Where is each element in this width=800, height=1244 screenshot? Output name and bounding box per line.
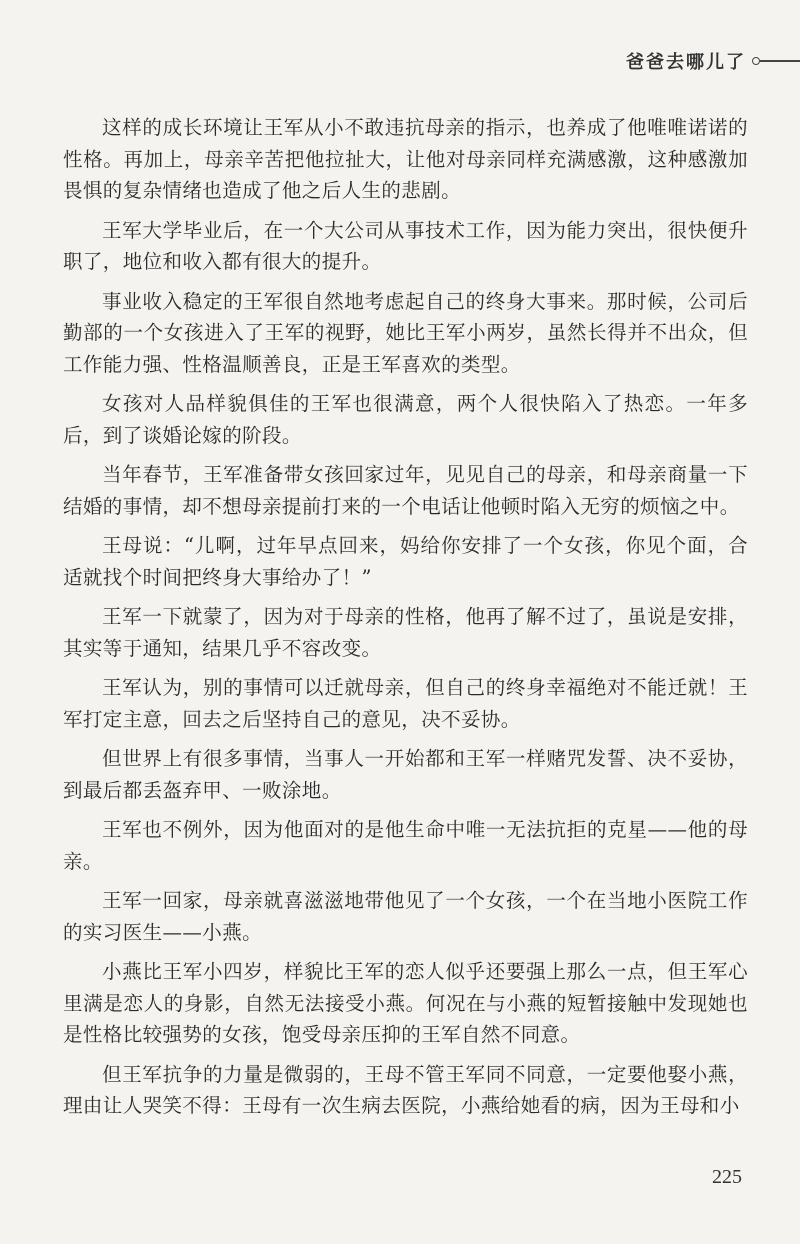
paragraph: 但王军抗争的力量是微弱的，王母不管王军同不同意，一定要他娶小燕，理由让人哭笑不得：王母有一次生病去医院，小燕给她看的病，因为王母和小 bbox=[63, 1062, 748, 1117]
header-ornament-circle-icon bbox=[752, 57, 760, 65]
running-header-title: 爸爸去哪儿了 bbox=[626, 52, 746, 73]
paragraph: 王军也不例外，因为他面对的是他生命中唯一无法抗拒的克星——他的母亲。 bbox=[63, 818, 748, 873]
paragraph: 当年春节，王军准备带女孩回家过年，见见自己的母亲，和母亲商量一下结婚的事情，却不想母亲提前打来的一个电话让他顿时陷入无穷的烦恼之中。 bbox=[63, 463, 748, 518]
running-header bbox=[626, 46, 800, 76]
paragraph: 王军一回家，母亲就喜滋滋地带他见了一个女孩，一个在当地小医院工作的实习医生——小燕。 bbox=[63, 889, 748, 944]
paragraph: 王军认为，别的事情可以迁就母亲，但自己的终身幸福绝对不能迁就！王军打定主意，回去之后坚持自己的意见，决不妥协。 bbox=[63, 676, 748, 731]
paragraph: 小燕比王军小四岁，样貌比王军的恋人似乎还要强上那么一点，但王军心里满是恋人的身影，自然无法接受小燕。何况在与小燕的短暂接触中发现她也是性格比较强势的女孩，饱受母亲压抑的王军自然不同意。 bbox=[63, 960, 748, 1046]
paragraph: 王军一下就蒙了，因为对于母亲的性格，他再了解不过了，虽说是安排，其实等于通知，结果几乎不容改变。 bbox=[63, 605, 748, 660]
paragraph: 王军大学毕业后，在一个大公司从事技术工作，因为能力突出，很快便升职了，地位和收入都有很大的提升。 bbox=[63, 218, 748, 273]
paragraph: 这样的成长环境让王军从小不敢违抗母亲的指示，也养成了他唯唯诺诺的性格。再加上，母亲辛苦把他拉扯大，让他对母亲同样充满感激，这种感激加畏惧的复杂情绪也造成了他之后人生的悲剧。 bbox=[63, 116, 748, 202]
header-rule bbox=[760, 60, 800, 62]
paragraph: 女孩对人品样貌俱佳的王军也很满意，两个人很快陷入了热恋。一年多后，到了谈婚论嫁的阶段。 bbox=[63, 392, 748, 447]
paragraph: 事业收入稳定的王军很自然地考虑起自己的终身大事来。那时候，公司后勤部的一个女孩进入了王军的视野，她比王军小两岁，虽然长得并不出众，但工作能力强、性格温顺善良，正是王军喜欢的类型。 bbox=[63, 289, 748, 376]
body-text bbox=[63, 112, 748, 1130]
page-number: 225 bbox=[712, 1166, 742, 1188]
paragraph: 王母说：“儿啊，过年早点回来，妈给你安排了一个女孩，你见个面，合适就找个时间把终身大事给办了！” bbox=[63, 534, 748, 589]
paragraph: 但世界上有很多事情，当事人一开始都和王军一样赌咒发誓、决不妥协，到最后都丢盔弃甲、一败涂地。 bbox=[63, 747, 748, 802]
